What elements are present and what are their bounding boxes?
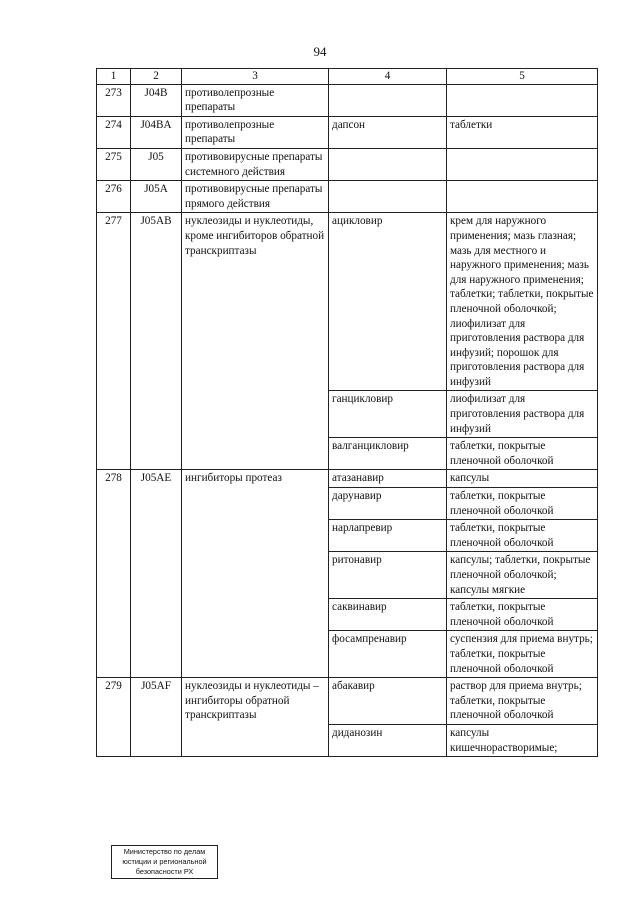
table-row	[97, 470, 598, 488]
dosage-form-cell: крем для наружного применения; мазь глазная; мазь для местного и наружного применения; мазь для наружного применения; таблетки; таблетки, покрытые пленочной оболочкой; лиофилизат для приготовления раствора для инфузий; порошок для приготовления раствора для инфузий	[447, 213, 598, 391]
drug-name-cell: диданозин	[329, 724, 447, 756]
drug-name-cell: ганцикловир	[329, 391, 447, 438]
dosage-form-cell: суспензия для приема внутрь; таблетки, покрытые пленочной оболочкой	[447, 631, 598, 678]
row-number-cell: 278	[97, 470, 131, 678]
drug-name-cell: абакавир	[329, 678, 447, 725]
dosage-form-cell: таблетки	[447, 116, 598, 148]
drug-name-cell: фосампренавир	[329, 631, 447, 678]
header-cell: 4	[329, 69, 447, 85]
atc-code-cell: J05	[131, 148, 182, 180]
drug-name-cell	[329, 84, 447, 116]
atc-code-cell: J04B	[131, 84, 182, 116]
group-name-cell: противолепрозные препараты	[182, 84, 329, 116]
table-row	[97, 213, 598, 391]
group-name-cell: ингибиторы протеаз	[182, 470, 329, 678]
drug-name-cell: нарлапревир	[329, 520, 447, 552]
table-header-row	[97, 69, 598, 85]
stamp-line: безопасности РХ	[135, 867, 194, 877]
group-name-cell: противовирусные препараты прямого действия	[182, 181, 329, 213]
row-number-cell: 273	[97, 84, 131, 116]
ministry-stamp	[111, 845, 218, 879]
table-row	[97, 678, 598, 725]
atc-code-cell: J05A	[131, 181, 182, 213]
row-number-cell: 274	[97, 116, 131, 148]
page-number: 94	[313, 44, 327, 59]
drug-name-cell: дарунавир	[329, 488, 447, 520]
atc-code-cell: J04BA	[131, 116, 182, 148]
dosage-form-cell	[447, 181, 598, 213]
table-body	[97, 69, 598, 757]
dosage-form-cell	[447, 148, 598, 180]
drug-name-cell	[329, 181, 447, 213]
dosage-form-cell: таблетки, покрытые пленочной оболочкой	[447, 438, 598, 470]
table-row	[97, 148, 598, 180]
header-cell: 3	[182, 69, 329, 85]
dosage-form-cell: таблетки, покрытые пленочной оболочкой	[447, 488, 598, 520]
drug-name-cell: дапсон	[329, 116, 447, 148]
drug-name-cell: атазанавир	[329, 470, 447, 488]
atc-code-cell: J05AB	[131, 213, 182, 470]
dosage-form-cell: капсулы кишечнорастворимые;	[447, 724, 598, 756]
table-row	[97, 181, 598, 213]
drug-name-cell: саквинавир	[329, 599, 447, 631]
row-number-cell: 279	[97, 678, 131, 757]
drug-name-cell	[329, 148, 447, 180]
dosage-form-cell: таблетки, покрытые пленочной оболочкой	[447, 520, 598, 552]
stamp-line: Министерство по делам	[123, 847, 206, 856]
table-row	[97, 116, 598, 148]
header-cell: 5	[447, 69, 598, 85]
dosage-form-cell: капсулы; таблетки, покрытые пленочной оболочкой; капсулы мягкие	[447, 552, 598, 599]
group-name-cell: нуклеозиды и нуклеотиды, кроме ингибиторов обратной транскриптазы	[182, 213, 329, 470]
stamp-line: юстиции и региональной	[122, 857, 207, 867]
drug-name-cell: ацикловир	[329, 213, 447, 391]
atc-code-cell: J05AF	[131, 678, 182, 757]
group-name-cell: противовирусные препараты системного действия	[182, 148, 329, 180]
row-number-cell: 276	[97, 181, 131, 213]
dosage-form-cell: раствор для приема внутрь; таблетки, покрытые пленочной оболочкой	[447, 678, 598, 725]
atc-code-cell: J05AE	[131, 470, 182, 678]
drug-name-cell: валганцикловир	[329, 438, 447, 470]
drug-name-cell: ритонавир	[329, 552, 447, 599]
header-cell: 2	[131, 69, 182, 85]
header-cell: 1	[97, 69, 131, 85]
dosage-form-cell: таблетки, покрытые пленочной оболочкой	[447, 599, 598, 631]
table-row	[97, 84, 598, 116]
group-name-cell: противолепрозные препараты	[182, 116, 329, 148]
dosage-form-cell	[447, 84, 598, 116]
group-name-cell: нуклеозиды и нуклеотиды – ингибиторы обратной транскриптазы	[182, 678, 329, 757]
dosage-form-cell: капсулы	[447, 470, 598, 488]
medication-table	[96, 68, 598, 757]
row-number-cell: 277	[97, 213, 131, 470]
dosage-form-cell: лиофилизат для приготовления раствора для инфузий	[447, 391, 598, 438]
row-number-cell: 275	[97, 148, 131, 180]
